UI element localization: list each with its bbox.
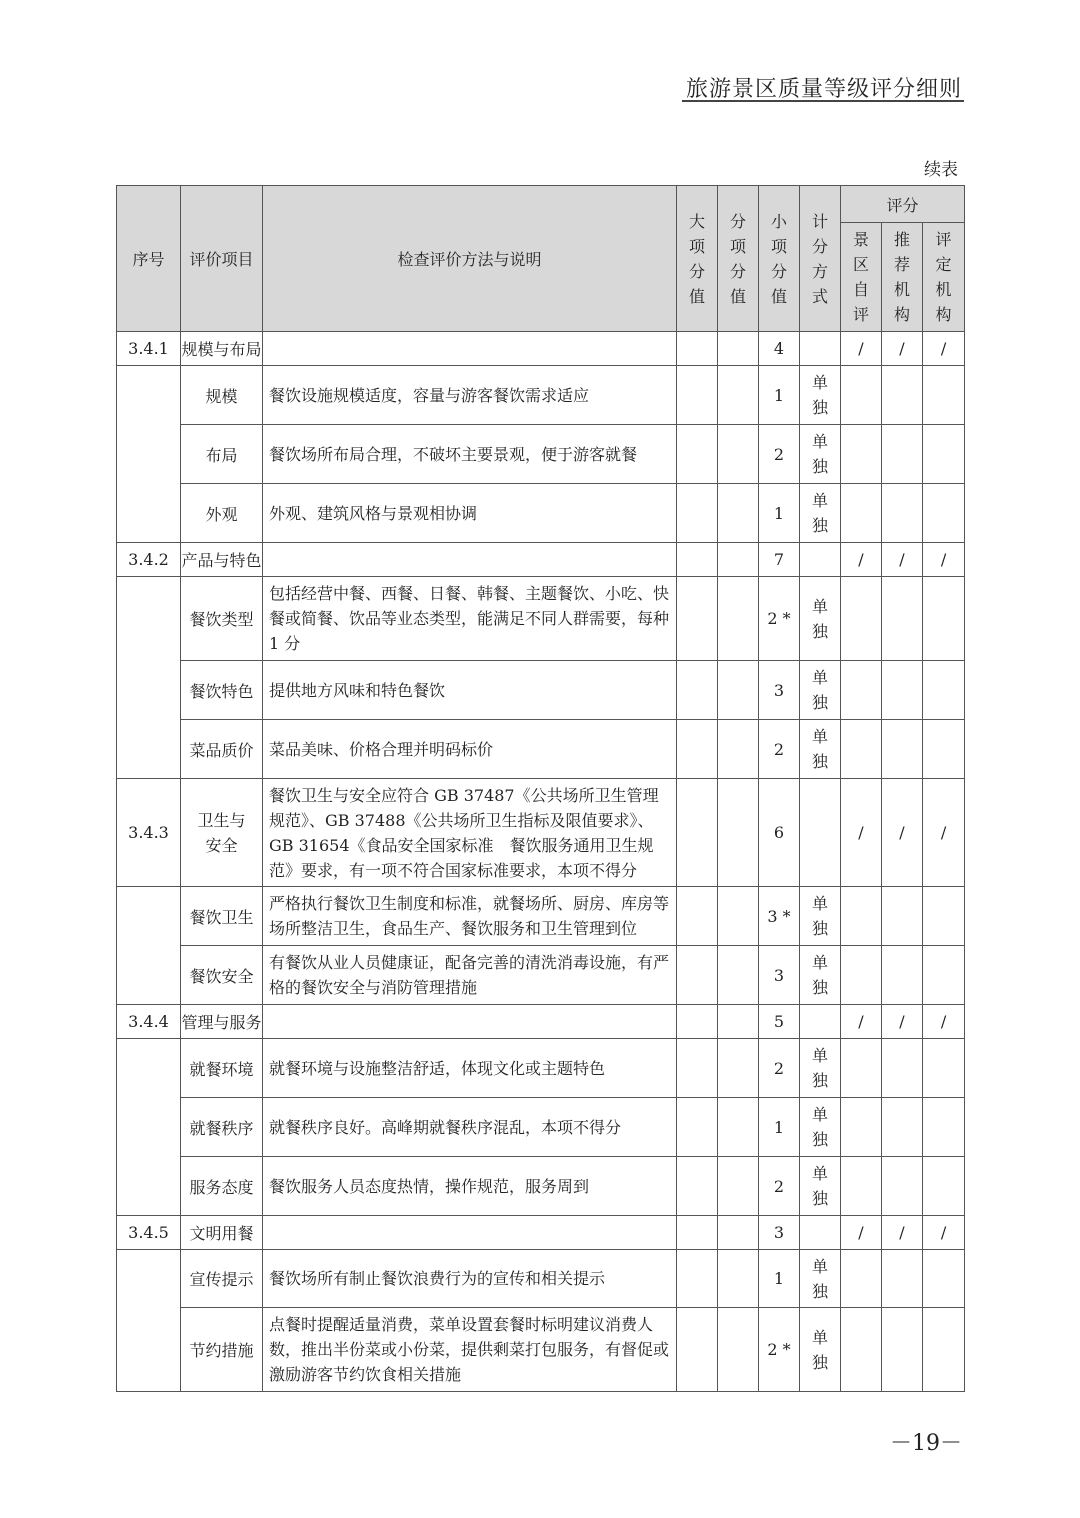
page-number: －19－ xyxy=(890,1431,962,1456)
item-name: 餐饮安全 xyxy=(181,946,263,1005)
item-description: 餐饮卫生与安全应符合 GB 37487《公共场所卫生管理规范》、GB 37488《公共场所卫生指标及限值要求》、GB 31654《食品安全国家标准 餐饮服务通用卫生规范》要求，有一项不符合国家标准要求，本项不得分 xyxy=(263,779,677,887)
item-name: 菜品质价 xyxy=(181,720,263,779)
item-name: 节约措施 xyxy=(181,1308,263,1392)
table-row xyxy=(117,779,965,887)
scoring-mode: 单 独 xyxy=(800,366,841,425)
slash: / xyxy=(882,1005,923,1039)
minor-score: 1 xyxy=(759,484,800,543)
slash: / xyxy=(841,779,882,887)
item-description: 严格执行餐饮卫生制度和标准，就餐场所、厨房、库房等场所整洁卫生，食品生产、餐饮服务和卫生管理到位 xyxy=(263,887,677,946)
item-description: 包括经营中餐、西餐、日餐、韩餐、主题餐饮、小吃、快餐或简餐、饮品等业态类型，能满足不同人群需要，每种 1 分 xyxy=(263,577,677,661)
scoring-mode: 单 独 xyxy=(800,1039,841,1098)
item-name: 外观 xyxy=(181,484,263,543)
item-description: 餐饮服务人员态度热情，操作规范，服务周到 xyxy=(263,1157,677,1216)
header-seq: 序号 xyxy=(117,186,181,332)
minor-score: 3 xyxy=(759,946,800,1005)
item-description: 就餐环境与设施整洁舒适，体现文化或主题特色 xyxy=(263,1039,677,1098)
section-title: 产品与特色 xyxy=(181,543,263,577)
item-name: 布局 xyxy=(181,425,263,484)
minor-score: 4 xyxy=(759,332,800,366)
item-description: 就餐秩序良好。高峰期就餐秩序混乱，本项不得分 xyxy=(263,1098,677,1157)
item-description: 点餐时提醒适量消费，菜单设置套餐时标明建议消费人数，推出半份菜或小份菜，提供剩菜打包服务，有督促或激励游客节约饮食相关措施 xyxy=(263,1308,677,1392)
item-description: 有餐饮从业人员健康证，配备完善的清洗消毒设施，有严格的餐饮安全与消防管理措施 xyxy=(263,946,677,1005)
table-row xyxy=(117,946,965,1005)
item-name: 服务态度 xyxy=(181,1157,263,1216)
title-rule xyxy=(682,100,964,102)
section-number: 3.4.4 xyxy=(117,1005,181,1039)
table-row xyxy=(117,577,965,661)
slash: / xyxy=(923,543,965,577)
header-recommend: 推 荐 机 构 xyxy=(882,223,923,332)
table-row xyxy=(117,1308,965,1392)
slash: / xyxy=(923,332,965,366)
item-name: 餐饮类型 xyxy=(181,577,263,661)
scoring-mode: 单 独 xyxy=(800,1098,841,1157)
table-row xyxy=(117,887,965,946)
section-title: 卫生与 安全 xyxy=(181,779,263,887)
slash: / xyxy=(882,543,923,577)
header-minor-score: 小 项 分 值 xyxy=(759,186,800,332)
scoring-mode: 单 独 xyxy=(800,1250,841,1308)
minor-score: 2 xyxy=(759,1157,800,1216)
table-row xyxy=(117,1157,965,1216)
table-row xyxy=(117,661,965,720)
item-description: 菜品美味、价格合理并明码标价 xyxy=(263,720,677,779)
minor-score: 2 xyxy=(759,720,800,779)
item-name: 就餐秩序 xyxy=(181,1098,263,1157)
minor-score: 1 xyxy=(759,1250,800,1308)
scoring-mode: 单 独 xyxy=(800,946,841,1005)
scoring-mode: 单 独 xyxy=(800,425,841,484)
scoring-mode: 单 独 xyxy=(800,661,841,720)
minor-score: 7 xyxy=(759,543,800,577)
slash: / xyxy=(923,1005,965,1039)
document-title: 旅游景区质量等级评分细则 xyxy=(685,77,962,102)
slash: / xyxy=(882,332,923,366)
item-description: 餐饮场所布局合理，不破坏主要景观，便于游客就餐 xyxy=(263,425,677,484)
section-title: 规模与布局 xyxy=(181,332,263,366)
scoring-mode: 单 独 xyxy=(800,887,841,946)
table-row xyxy=(117,1216,965,1250)
header-major-score: 大 项 分 值 xyxy=(677,186,718,332)
section-number: 3.4.1 xyxy=(117,332,181,366)
header-score: 评分 xyxy=(841,186,965,223)
table-row xyxy=(117,1250,965,1308)
minor-score: 2 * xyxy=(759,1308,800,1392)
minor-score: 2 xyxy=(759,425,800,484)
minor-score: 2 xyxy=(759,1039,800,1098)
slash: / xyxy=(841,1216,882,1250)
scoring-mode: 单 独 xyxy=(800,720,841,779)
slash: / xyxy=(841,543,882,577)
minor-score: 5 xyxy=(759,1005,800,1039)
continued-label: 续表 xyxy=(924,160,958,180)
table-row xyxy=(117,425,965,484)
table-row xyxy=(117,720,965,779)
item-name: 餐饮卫生 xyxy=(181,887,263,946)
header-sub-score: 分 项 分 值 xyxy=(718,186,759,332)
minor-score: 1 xyxy=(759,366,800,425)
slash: / xyxy=(841,1005,882,1039)
scoring-mode: 单 独 xyxy=(800,1157,841,1216)
scoring-mode: 单 独 xyxy=(800,577,841,661)
slash: / xyxy=(923,1216,965,1250)
header-self-eval: 景 区 自 评 xyxy=(841,223,882,332)
item-name: 宣传提示 xyxy=(181,1250,263,1308)
slash: / xyxy=(882,1216,923,1250)
minor-score: 3 xyxy=(759,661,800,720)
header-item: 评价项目 xyxy=(181,186,263,332)
item-name: 规模 xyxy=(181,366,263,425)
header-desc: 检查评价方法与说明 xyxy=(263,186,677,332)
table-row xyxy=(117,484,965,543)
table-row xyxy=(117,1039,965,1098)
scoring-mode: 单 独 xyxy=(800,1308,841,1392)
item-description: 餐饮场所有制止餐饮浪费行为的宣传和相关提示 xyxy=(263,1250,677,1308)
section-number: 3.4.5 xyxy=(117,1216,181,1250)
item-name: 餐饮特色 xyxy=(181,661,263,720)
section-title: 文明用餐 xyxy=(181,1216,263,1250)
table-row xyxy=(117,366,965,425)
header-evaluate: 评 定 机 构 xyxy=(923,223,965,332)
section-title: 管理与服务 xyxy=(181,1005,263,1039)
header-mode: 计 分 方 式 xyxy=(800,186,841,332)
item-description: 提供地方风味和特色餐饮 xyxy=(263,661,677,720)
slash: / xyxy=(923,779,965,887)
minor-score: 3 xyxy=(759,1216,800,1250)
item-description: 餐饮设施规模适度，容量与游客餐饮需求适应 xyxy=(263,366,677,425)
table-row xyxy=(117,1098,965,1157)
scoring-mode: 单 独 xyxy=(800,484,841,543)
table-row xyxy=(117,332,965,366)
slash: / xyxy=(841,332,882,366)
item-description: 外观、建筑风格与景观相协调 xyxy=(263,484,677,543)
section-number: 3.4.2 xyxy=(117,543,181,577)
minor-score: 6 xyxy=(759,779,800,887)
section-number: 3.4.3 xyxy=(117,779,181,887)
table-row xyxy=(117,1005,965,1039)
scoring-table xyxy=(116,185,965,1392)
minor-score: 2 * xyxy=(759,577,800,661)
item-name: 就餐环境 xyxy=(181,1039,263,1098)
minor-score: 1 xyxy=(759,1098,800,1157)
table-row xyxy=(117,543,965,577)
minor-score: 3 * xyxy=(759,887,800,946)
slash: / xyxy=(882,779,923,887)
